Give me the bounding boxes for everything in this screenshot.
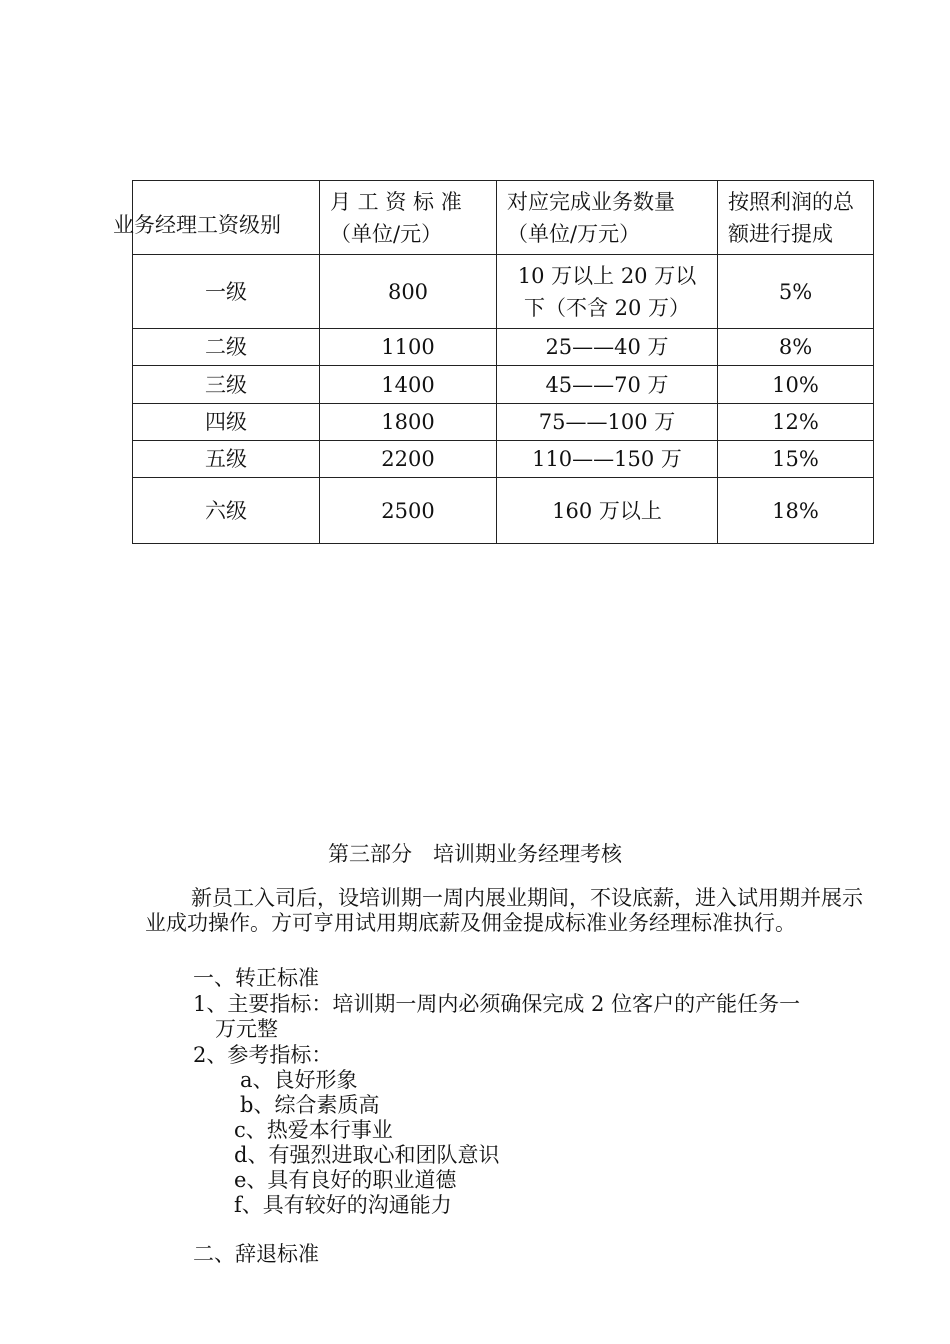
- cell-salary: 2500: [320, 478, 497, 544]
- cell-level: 六级: [133, 478, 320, 544]
- cell-salary: 1100: [320, 329, 497, 366]
- main-indicator-cont: 万元整: [215, 1017, 278, 1041]
- cell-volume: 110——150 万: [497, 441, 718, 478]
- list-item: e、具有良好的职业道德: [234, 1168, 457, 1192]
- main-indicator: 1、主要指标：培训期一周内必须确保完成 2 位客户的产能任务一: [193, 992, 801, 1016]
- cell-level: 四级: [133, 404, 320, 441]
- table-row: [133, 404, 874, 441]
- cell-rate: 10%: [718, 366, 874, 404]
- cell-level: 五级: [133, 441, 320, 478]
- header-rate: 按照利润的总额进行提成: [718, 181, 874, 255]
- cell-volume: 10 万以上 20 万以下（不含 20 万）: [497, 255, 718, 329]
- reference-indicator: 2、参考指标：: [193, 1043, 333, 1067]
- cell-level: 二级: [133, 329, 320, 366]
- cell-rate: 15%: [718, 441, 874, 478]
- cell-rate: 8%: [718, 329, 874, 366]
- list-item: c、热爱本行事业: [234, 1118, 393, 1142]
- table-header-row: [133, 181, 874, 255]
- cell-salary: 1800: [320, 404, 497, 441]
- table-row: [133, 441, 874, 478]
- cell-level: 一级: [133, 255, 320, 329]
- table-row: [133, 366, 874, 404]
- cell-volume: 25——40 万: [497, 329, 718, 366]
- list-item: d、有强烈进取心和团队意识: [234, 1143, 500, 1167]
- heading-regularization: 一、转正标准: [193, 966, 319, 990]
- cell-salary: 1400: [320, 366, 497, 404]
- cell-salary: 2200: [320, 441, 497, 478]
- cell-volume: 160 万以上: [497, 478, 718, 544]
- cell-rate: 5%: [718, 255, 874, 329]
- table-row: [133, 478, 874, 544]
- header-salary: 月 工 资 标 准（单位/元）: [320, 181, 497, 255]
- cell-rate: 12%: [718, 404, 874, 441]
- header-volume: 对应完成业务数量（单位/万元）: [497, 181, 718, 255]
- cell-level: 三级: [133, 366, 320, 404]
- cell-volume: 45——70 万: [497, 366, 718, 404]
- list-item: a、良好形象: [240, 1068, 358, 1092]
- cell-salary: 800: [320, 255, 497, 329]
- heading-dismissal: 二、辞退标准: [193, 1242, 319, 1266]
- intro-paragraph: 新员工入司后，设培训期一周内展业期间，不设底薪，进入试用期并展示业成功操作。方可亨用试用期底薪及佣金提成标准业务经理标准执行。: [145, 886, 863, 935]
- cell-volume: 75——100 万: [497, 404, 718, 441]
- table-row: [133, 255, 874, 329]
- list-item: b、综合素质高: [240, 1093, 380, 1117]
- table-row: [133, 329, 874, 366]
- salary-table: [113, 180, 874, 544]
- list-item: f、具有较好的沟通能力: [234, 1193, 452, 1217]
- cell-rate: 18%: [718, 478, 874, 544]
- section-title: 第三部分 培训期业务经理考核: [328, 842, 622, 866]
- header-level: 业务经理工资级别: [133, 181, 320, 255]
